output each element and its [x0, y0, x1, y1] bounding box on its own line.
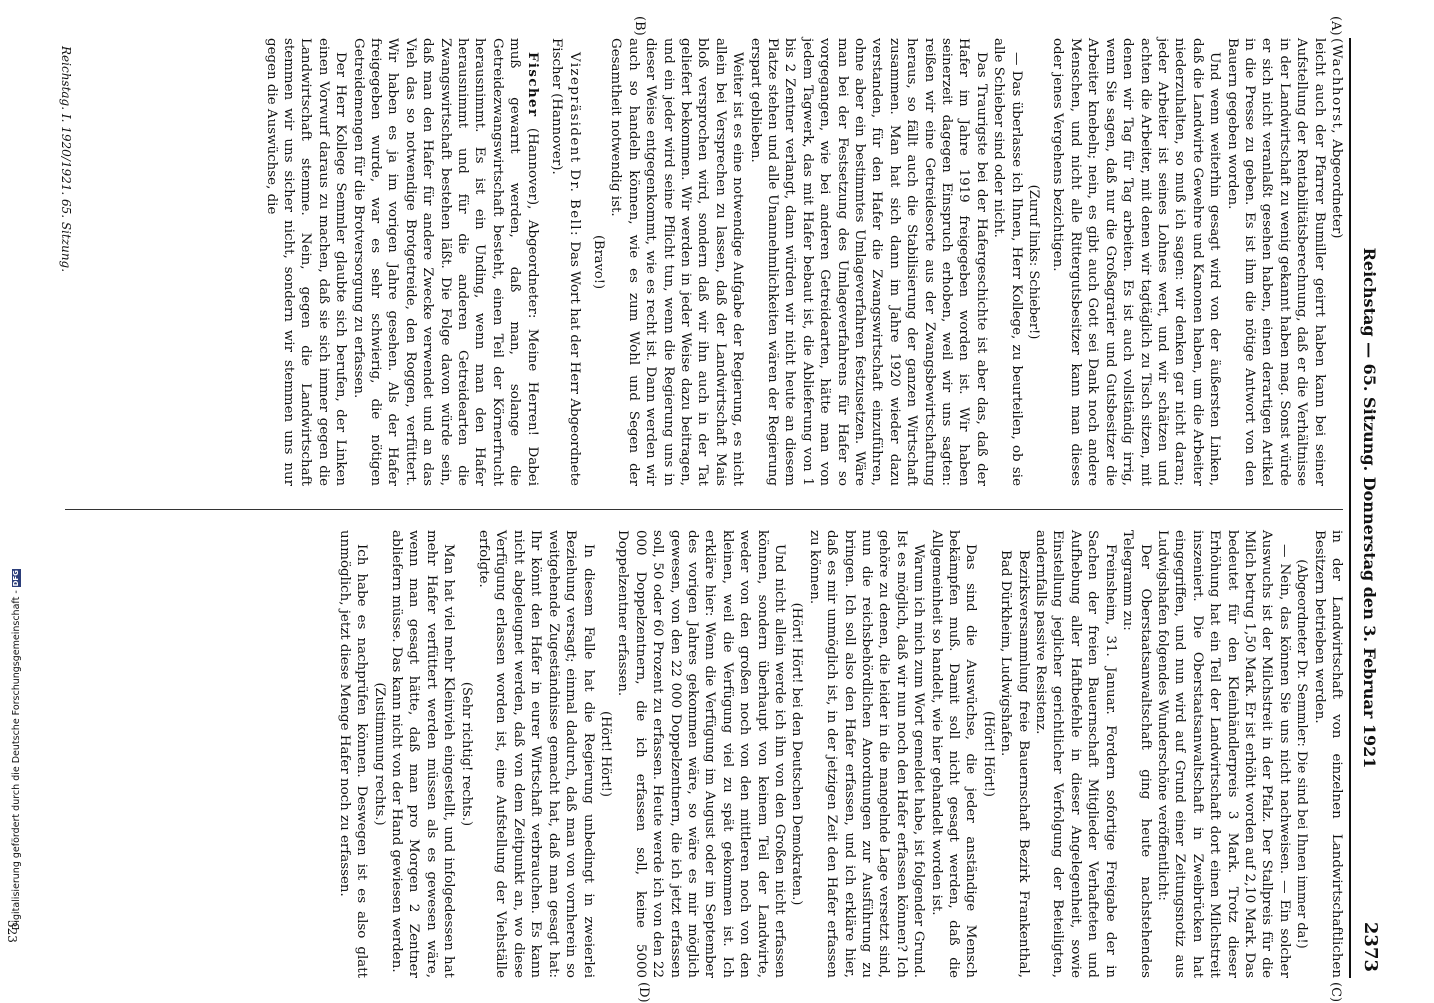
- left-column: [262, 38, 1345, 486]
- margin-marker-a: (A): [1328, 16, 1343, 36]
- left-para-4: Das Traurigste bei der Hafergeschichte ist aber das, daß der Hafer im Jahre 1919 freigegeben worden ist. Wir haben seinerzeit dagegen Einspruch erhoben, weil wir uns sagten: reißen wir eine Getreidesorte aus der Zwangsbewirtschaftung heraus, so fällt auch die Stabilisierung der ganzen Wirtschaft zusammen. Man hat sich dann im Jahre 1920 wieder dazu verstanden, für den Hafer die Zwangswirtschaft einzuführen, ohne aber ein bestimmtes Umlageverfahren festzusetzen. Wäre man bei der Festsetzung des Umlageverfahrens für Hafer so vorgegangen, wie bei anderen Getreidearten, hätte man von jedem Tagwerk, das mit Hafer bebaut ist, die Ablieferung von 1 bis 2 Zentner verlangt, dann würden wir nicht heute an diesem Platze stehen und alle Unannehmlichkeiten wären der Regierung erspart geblieben.: [747, 38, 989, 486]
- right-telegram-sign: Bezirksversammlung freie Bauernschaft Bezirk Frankenthal, Bad Dürkheim, Ludwigshafen.: [998, 550, 1031, 978]
- right-para-1: in der Landwirtschaft von einzelnen Landwirtschaftlichen Besitzern betrieben werden.: [1311, 530, 1344, 978]
- right-para-2: — Nein, das können Sie uns nicht nachweisen. — Ein solcher Auswuchs ist der Milchstreit in der Pfalz. Der Stallpreis für die Milch betrug 1,50 Mark. Er ist erhöht worden auf 2,10 Mark. Das bedeutet für den Kleinhändlerpreis 3 Mark. Trotz dieser Erhöhung hat ein Teil der Landwirtschaft dort einen Milchstreit inszeniert. Die Oberstaatsanwaltschaft in Zweibrücken hat eingegriffen, und nun wird auf Grund einer Zeitungsnotiz aus Ludwigshafen folgendes Wunderschöne veröffentlicht:: [1154, 530, 1292, 978]
- digitization-credit: [0, 0, 22, 1000]
- left-para-8: Der Herr Kollege Semmler glaubte sich berufen, der Linken einen Vorwurf daraus zu machen, daß sie sich immer gegen die Landwirtschaft stemme. Nein, gegen die Landwirtschaft stemmen wir uns sicher nicht, sondern wir stemmen uns nur gegen die Auswüchse, die: [263, 38, 349, 486]
- right-para-3: Der Oberstaatsanwaltschaft ging heute nachstehendes Telegramm zu:: [1120, 530, 1153, 978]
- right-para-8: Man hat viel mehr Kleinvieh eingestellt, und infolgedessen hat mehr Hafer verfüttert werden müssen als es gewesen wäre, wenn man gesagt hätte, daß man pro Morgen 2 Zentner abliefern müsse. Das kann nicht von der Hand gewiesen werden.: [389, 530, 457, 978]
- right-interjection-1: (Abgeordneter Dr. Semmler: Die sind bei Ihnen immer da!): [1294, 559, 1310, 949]
- right-interjection-6: (Zustimmung rechts.): [371, 682, 387, 826]
- speaker-fischer-text: (Hannover), Abgeordneter: Meine Herren! Dabei muß gewarnt werden, daß man, solange die Getreidezwangswirtschaft besteht, einen Teil der Körnerfrucht herausnimmt. Es ist ein Unding, wenn man den Hafer herausnimmt und für die anderen Getreidearten die Zwangswirtschaft bestehen läßt. Die Folge davon würde sein, daß man den Hafer für andere Zwecke verwendet und an das Vieh das so notwendige Brotgetreide, den Roggen, verfüttert. Wir haben es ja im vorigen Jahre gesehen. Als der Hafer freigegeben wurde, war es sehr schwierig, die nötigen Getreidemengen für die Brotversorgung zu erfassen.: [350, 38, 540, 486]
- left-para-1: [1328, 38, 1345, 486]
- margin-marker-d: (D): [636, 982, 651, 1003]
- right-para-4: Das sind die Auswüchse, die jeder anständige Mensch bekämpfen muß. Damit soll nicht gesagt werden, daß die Allgemeinheit so handelt, wie hier gehandelt worden ist.: [928, 530, 979, 978]
- left-interjection-1: (Zuruf links: Schieber!): [1026, 184, 1042, 340]
- page-footer-number: 323: [5, 920, 19, 943]
- margin-marker-b: (B): [632, 16, 647, 36]
- header-title: Reichstag — 65. Sitzung. Donnerstag den 3. Februar 1921: [1360, 247, 1379, 769]
- credit-text: [11, 569, 22, 930]
- right-para-7: In diesem Falle hat die Regierung unbedingt in zweierlei Beziehung versagt; einmal dadurch, daß man von vornherein so weitgehende Zugeständnisse gemacht hat, daß man gesagt hat: Ihr könnt den Hafer in eurer Wirtschaft verbrauchen. Es kann nicht abgeleugnet werden, daß von dem Zeitpunkt an, wo diese Verfügung erlassen worden ist, eine Aufstellung der Viehställe erfolgte.: [476, 530, 596, 978]
- right-interjection-5: (Sehr richtig! rechts.): [458, 681, 474, 827]
- left-interjection-2: (Bravo!): [590, 234, 606, 290]
- header-page-number: 2373: [1360, 921, 1381, 972]
- left-para-2: Und wenn weiterhin gesagt wird von der äußersten Linken, daß die Landwirte Gewehre und Kanonen haben, um die Arbeiter niederzuhalten, so muß ich sagen: wir denken gar nicht daran; jeder Arbeiter ist seines Lohnes wert, und wir schätzen und achten die Arbeiter, mit denen wir tagtäglich zu Tisch sitzen, mit denen wir Tag für Tag arbeiten. Es ist auch vollständig irrig, wenn Sie sagen, daß nur die Großagrarier und Gutsbesitzer die Arbeiter knebeln; nein, es gibt auch Gott sei Dank noch andere Menschen, und nicht alle Rittergutsbesitzer kann man dieses oder jenes Vergehens bezichtigen.: [1050, 38, 1223, 486]
- speaker-name: (Wachhorst,: [1329, 38, 1344, 135]
- left-para-7: [349, 38, 540, 486]
- vice-president-text: Das Wort hat der Herr Abgeordnete Fischer (Hannover).: [549, 38, 582, 486]
- header-rule: [1349, 38, 1351, 978]
- right-telegram: Freinsheim, 31. Januar. Fordern sofortige Freigabe der in Sachen der freien Bauernschaft Mitglieder Verhafteten und Aufhebung aller Haftbefehle in dieser Angelegenheit, sowie Einstellung jeglicher gerichtlicher Verfolgung der Beteiligten, andernfalls passive Resistenz.: [1033, 530, 1118, 978]
- speaker-fischer: Fischer: [524, 52, 541, 118]
- right-para-5: Warum ich mich zum Wort gemeldet habe, ist folgender Grund. Ist es möglich, daß wir nun noch den Hafer erfassen können? Ich gehöre zu denen, die leider in die mangelnde Lage versetzt sind, nun die reichsbehördlichen Anordnungen zur Ausführung zu bringen. Ich soll also den Hafer erfassen, und ich erkläre hier, daß es mir unmöglich ist, in der jetzigen Zeit den Hafer erfassen zu können.: [806, 530, 927, 978]
- right-interjection-2: (Hört! Hört!): [980, 711, 996, 797]
- left-para-5: Weiter ist es eine notwendige Aufgabe der Regierung, es nicht allein bei Versprechen zu lassen, daß der Landwirtschaft Mais bloß versprochen wird, sondern daß wir ihn auch in der Tat geliefert bekommen. Wir werden in jeder Weise dazu beitragen, und ein jeder wird seine Pflicht tun, wenn die Regierung uns in dieser Weise entgegenkommt, wie es recht ist. Dann werden wir auch so handeln können, wie es zum Wohl und Segen der Gesamtheit notwendig ist.: [608, 38, 746, 486]
- credit-label: Digitalisierung gefördert durch die Deutsche Forschungsgemeinschaft -: [11, 590, 22, 930]
- vice-president-label: Vizepräsident Dr. Bell:: [566, 52, 582, 237]
- left-para-6: [548, 38, 583, 486]
- left-para-3: — Das überlasse ich Ihnen, Herr Kollege, zu beurteilen, ob sie alle Schieber sind oder nicht.: [991, 38, 1024, 486]
- right-para-9: Ich habe es nachprüfen können. Deswegen ist es also glatt unmöglich, jetzt diese Menge Hafer noch zu erfassen.: [336, 530, 370, 978]
- right-para-6: Und nicht allein werde ich ihn von den Großen nicht erfassen können, sondern überhaupt von keinem Teil der Landwirte, weder von den großen noch von den mittleren noch von den kleinen, weil die Verfügung viel zu spät gekommen ist. Ich erkläre hier: Wenn die Verfügung im August oder im September des vorigen Jahres gekommen wäre, so wäre es mir möglich gewesen, von den 22 000 Doppelzentnern, die ich jetzt erfassen soll, 50 oder 60 Prozent zu erfassen. Heute werde ich von den 22 000 Doppelzentnern, die ich erfassen soll, keine 5000 Doppelzentner erfassen.: [615, 530, 787, 978]
- running-header: [1355, 38, 1381, 978]
- page-footer-note: Reichstag. I. 1920/1921. 65. Sitzung.: [59, 46, 73, 273]
- right-interjection-4: (Hört! Hört!): [597, 711, 613, 797]
- right-column: [335, 530, 1345, 978]
- right-interjection-3: (Hört! Hört! bei den Deutschen Demokraten.): [789, 602, 805, 906]
- dfg-logo-icon: DFG: [12, 570, 20, 587]
- column-divider: [65, 509, 1343, 510]
- speaker-role: Abgeordneter): [1329, 139, 1344, 239]
- margin-marker-c: (C): [1328, 982, 1343, 1003]
- left-para-1-text: leicht auch der Pfarrer Bumiller geirrt haben kann bei seiner Aufstellung der Rentabilitätsberechnung, daß er die Verhältnisse in der Landwirtschaft zu wenig gekannt haben mag. Sonst würde er sich nicht veranlaßt gesehen haben, einen derartigen Artikel in die Presse zu geben. Es ist ihm die nötige Antwort von den Bauern gegeben worden.: [1224, 38, 1327, 486]
